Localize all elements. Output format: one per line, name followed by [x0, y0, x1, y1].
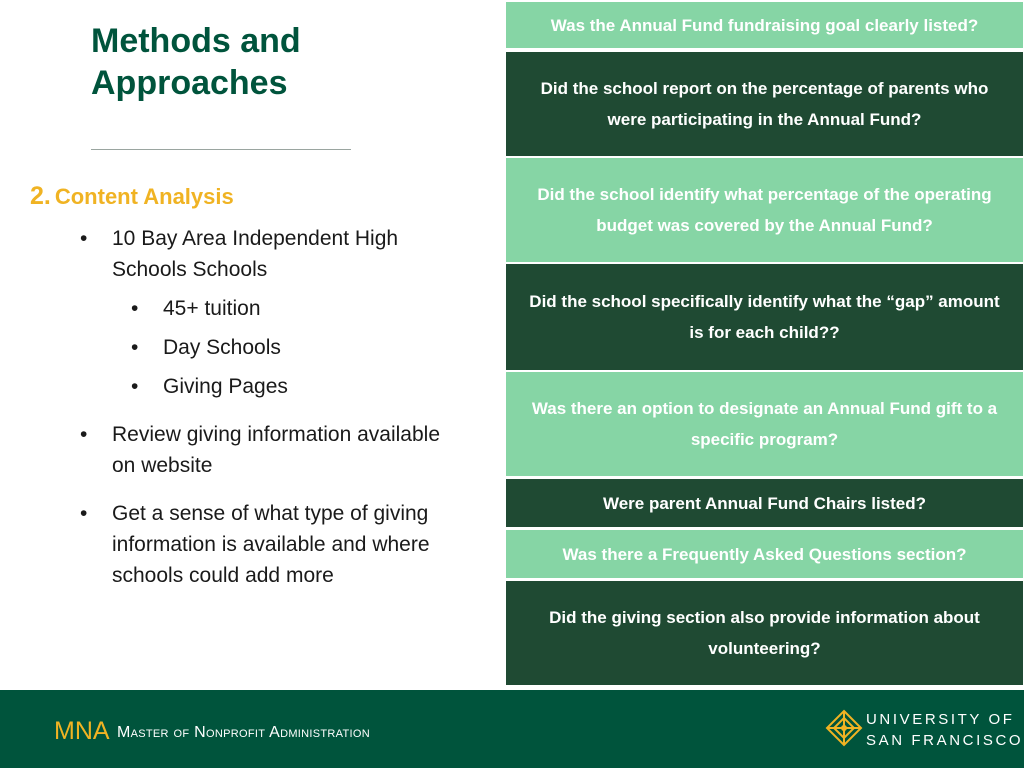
question-card: Was there a Frequently Asked Questions section?: [506, 530, 1023, 578]
question-card: Was there an option to designate an Annual Fund gift to a specific program?: [506, 372, 1023, 476]
program-name: Master of Nonprofit Administration: [117, 724, 370, 741]
section-number: 2.: [30, 182, 51, 210]
question-card: Was the Annual Fund fundraising goal clearly listed?: [506, 2, 1023, 48]
bullet-icon: •: [131, 375, 139, 398]
question-card: Were parent Annual Fund Chairs listed?: [506, 479, 1023, 527]
university-line-1: UNIVERSITY OF: [866, 711, 1015, 728]
question-card: Did the school report on the percentage of parents who were participating in the Annual Fund?: [506, 52, 1023, 156]
bullet-icon: •: [131, 336, 139, 359]
bullet-icon: •: [80, 227, 88, 250]
university-name: [866, 709, 1023, 751]
title-line-1: Methods and: [91, 22, 301, 60]
bullet-icon: •: [80, 502, 88, 525]
list-item: • 45+ tuition: [0, 293, 443, 324]
slide-title: [91, 20, 421, 104]
list-item: • Giving Pages: [0, 371, 443, 402]
university-line-2: SAN FRANCISCO: [866, 732, 1024, 749]
list-item: • Review giving information available on website: [0, 419, 442, 481]
mna-logo-text: MNA: [54, 717, 110, 745]
bullet-icon: •: [131, 297, 139, 320]
section-title: Content Analysis: [54, 184, 234, 209]
usf-emblem-icon: [824, 708, 864, 748]
list-item: • 10 Bay Area Independent High Schools Schools: [0, 223, 442, 285]
question-card: Did the giving section also provide information about volunteering?: [506, 581, 1023, 685]
question-card: Did the school specifically identify what the “gap” amount is for each child??: [506, 264, 1023, 370]
question-card: Did the school identify what percentage of the operating budget was covered by the Annual Fund?: [506, 158, 1023, 262]
title-divider: [91, 149, 351, 150]
title-line-2: Approaches: [91, 64, 288, 102]
bullet-icon: •: [80, 423, 88, 446]
list-item: • Day Schools: [0, 332, 443, 363]
section-heading: [30, 182, 234, 211]
list-item: • Get a sense of what type of giving information is available and where schools could add more: [0, 498, 442, 591]
bullet-list: [0, 223, 480, 591]
